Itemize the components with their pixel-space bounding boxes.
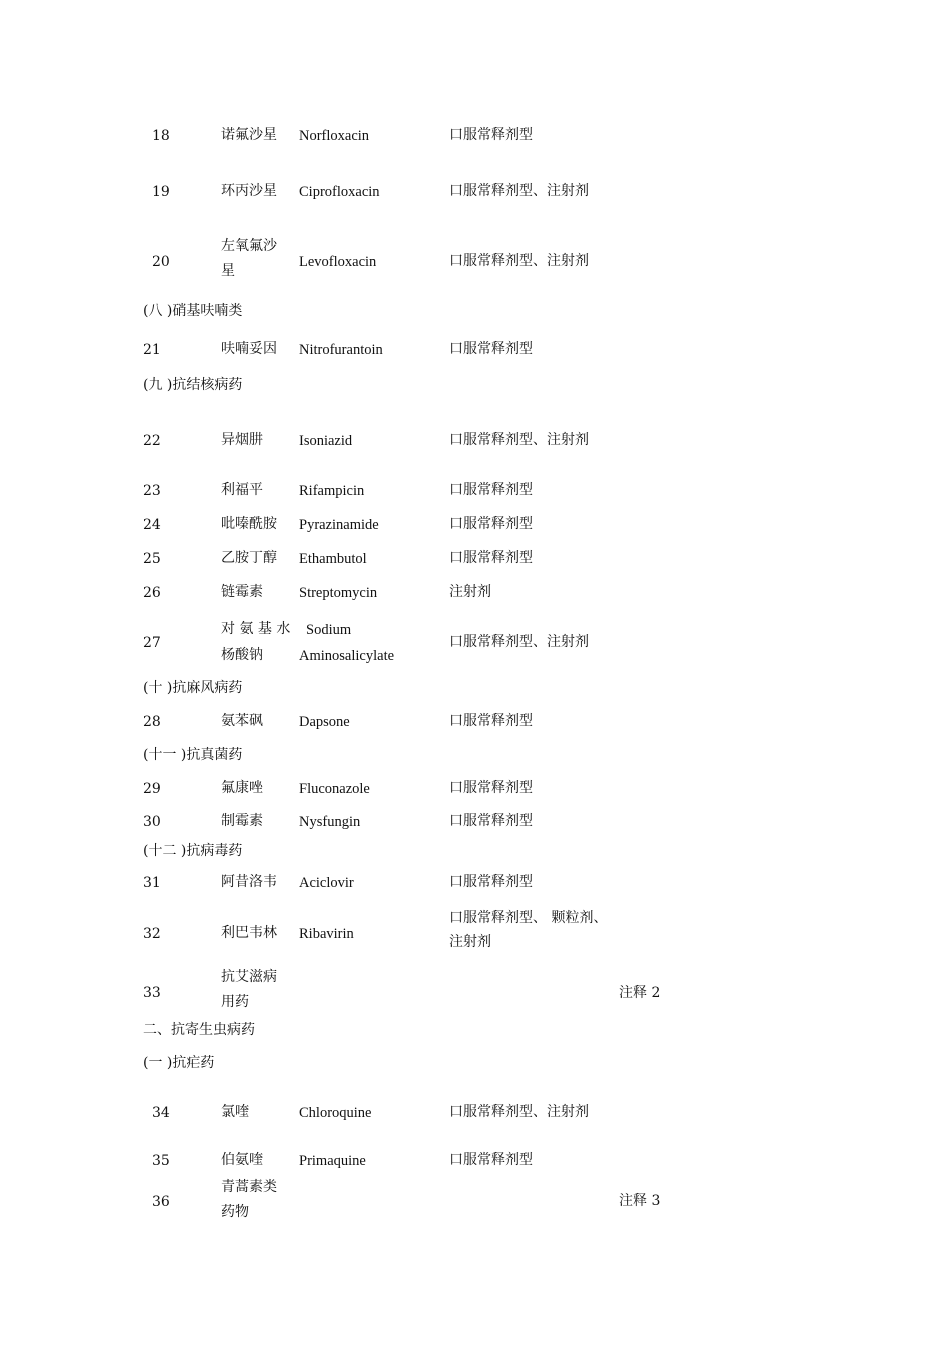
drug-name-en: Aminosalicylate xyxy=(299,648,395,664)
drug-name-en: Norfloxacin xyxy=(299,128,370,144)
row-number: 32 xyxy=(143,926,161,942)
drug-name-cn: 杨酸钠 xyxy=(221,647,263,663)
row-number: 21 xyxy=(143,342,161,358)
row-number: 35 xyxy=(152,1153,170,1169)
drug-name-cn: 药物 xyxy=(221,1204,249,1220)
drug-name-en: Pyrazinamide xyxy=(299,517,379,533)
dosage-form: 口服常释剂型、注射剂 xyxy=(449,634,589,650)
section-heading: (十 )抗麻风病药 xyxy=(143,680,243,696)
row-number: 19 xyxy=(152,184,170,200)
dosage-form: 口服常释剂型 xyxy=(449,874,533,890)
row-number: 20 xyxy=(152,254,170,270)
drug-name-en: Fluconazole xyxy=(299,781,370,797)
section-heading: (十二 )抗病毒药 xyxy=(143,843,243,859)
drug-name-en: Sodium xyxy=(306,622,352,638)
drug-name-en: Levofloxacin xyxy=(299,254,377,270)
dosage-form: 口服常释剂型 xyxy=(449,1152,533,1168)
section-heading: (十一 )抗真菌药 xyxy=(143,747,243,763)
drug-name-cn: 链霉素 xyxy=(221,584,263,600)
drug-name-cn: 乙胺丁醇 xyxy=(221,550,277,566)
dosage-form: 口服常释剂型 xyxy=(449,482,533,498)
dosage-form: 口服常释剂型、 颗粒剂、 xyxy=(449,910,608,926)
note-reference: 注释 3 xyxy=(619,1193,661,1209)
drug-name-en: Ethambutol xyxy=(299,551,367,567)
row-number: 31 xyxy=(143,875,161,891)
drug-name-cn: 诺氟沙星 xyxy=(221,127,277,143)
dosage-form: 口服常释剂型 xyxy=(449,813,533,829)
drug-name-en: Nitrofurantoin xyxy=(299,342,383,358)
section-heading: (一 )抗疟药 xyxy=(143,1055,215,1071)
drug-name-cn: 星 xyxy=(221,263,235,279)
drug-name-en: Isoniazid xyxy=(299,433,353,449)
drug-name-cn: 氟康唑 xyxy=(221,780,263,796)
drug-name-en: Aciclovir xyxy=(299,875,354,891)
row-number: 34 xyxy=(152,1105,170,1121)
drug-name-cn: 抗艾滋病 xyxy=(221,969,277,985)
section-heading: (九 )抗结核病药 xyxy=(143,377,243,393)
dosage-form: 口服常释剂型 xyxy=(449,780,533,796)
dosage-form: 口服常释剂型 xyxy=(449,516,533,532)
dosage-form: 口服常释剂型 xyxy=(449,341,533,357)
drug-name-cn: 氨苯砜 xyxy=(221,713,263,729)
drug-name-en: Chloroquine xyxy=(299,1105,372,1121)
drug-name-cn: 用药 xyxy=(221,994,249,1010)
drug-name-cn: 伯氨喹 xyxy=(221,1152,263,1168)
row-number: 25 xyxy=(143,551,161,567)
drug-name-cn: 阿昔洛韦 xyxy=(221,874,277,890)
section-heading: (八 )硝基呋喃类 xyxy=(143,303,243,319)
drug-name-cn: 制霉素 xyxy=(221,813,263,829)
dosage-form: 口服常释剂型 xyxy=(449,550,533,566)
drug-name-en: Primaquine xyxy=(299,1153,366,1169)
row-number: 29 xyxy=(143,781,161,797)
drug-name-cn: 氯喹 xyxy=(221,1104,249,1120)
drug-name-en: Nysfungin xyxy=(299,814,361,830)
row-number: 27 xyxy=(143,635,161,651)
drug-name-cn: 利巴韦林 xyxy=(221,925,277,941)
dosage-form: 注射剂 xyxy=(449,584,491,600)
part-heading: 二、抗寄生虫病药 xyxy=(143,1022,255,1038)
row-number: 26 xyxy=(143,585,161,601)
drug-name-en: Streptomycin xyxy=(299,585,378,601)
drug-name-cn: 利福平 xyxy=(221,482,263,498)
dosage-form: 口服常释剂型、注射剂 xyxy=(449,253,589,269)
row-number: 18 xyxy=(152,128,170,144)
drug-name-cn: 左氧氟沙 xyxy=(221,238,277,254)
row-number: 36 xyxy=(152,1194,170,1210)
drug-name-cn: 环丙沙星 xyxy=(221,183,277,199)
drug-name-en: Ribavirin xyxy=(299,926,354,942)
drug-name-en: Rifampicin xyxy=(299,483,365,499)
row-number: 23 xyxy=(143,483,161,499)
drug-name-cn: 青蒿素类 xyxy=(221,1179,277,1195)
dosage-form: 口服常释剂型、注射剂 xyxy=(449,183,589,199)
row-number: 24 xyxy=(143,517,161,533)
dosage-form: 口服常释剂型、注射剂 xyxy=(449,432,589,448)
drug-name-cn: 异烟肼 xyxy=(221,432,263,448)
drug-name-en: Dapsone xyxy=(299,714,350,730)
drug-name-cn: 对 氨 基 水 xyxy=(221,621,291,637)
row-number: 22 xyxy=(143,433,161,449)
dosage-form: 口服常释剂型、注射剂 xyxy=(449,1104,589,1120)
row-number: 30 xyxy=(143,814,161,830)
drug-name-cn: 吡嗪酰胺 xyxy=(221,516,277,532)
note-reference: 注释 2 xyxy=(619,985,661,1001)
row-number: 33 xyxy=(143,985,161,1001)
dosage-form: 口服常释剂型 xyxy=(449,713,533,729)
drug-name-cn: 呋喃妥因 xyxy=(221,341,277,357)
drug-name-en: Ciprofloxacin xyxy=(299,184,380,200)
dosage-form: 口服常释剂型 xyxy=(449,127,533,143)
dosage-form: 注射剂 xyxy=(449,934,491,950)
row-number: 28 xyxy=(143,714,161,730)
